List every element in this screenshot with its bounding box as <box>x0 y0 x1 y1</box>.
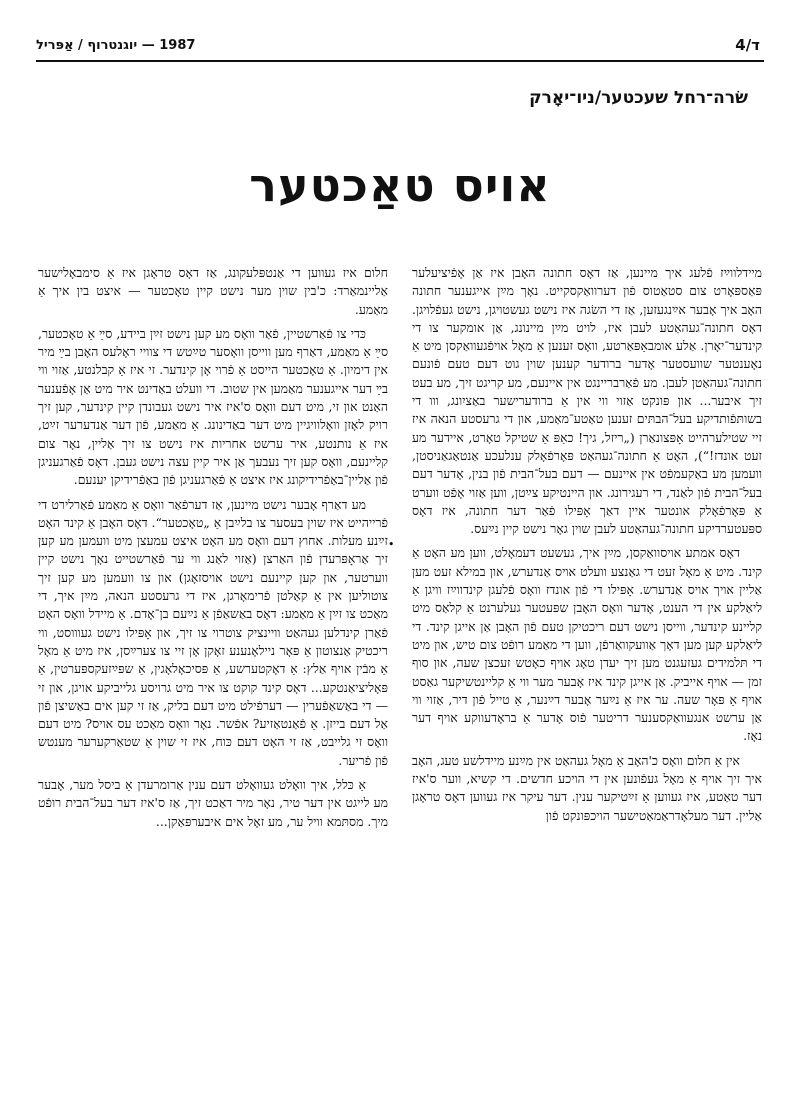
page-number: ד/4 <box>735 36 760 54</box>
paragraph: כּדי צו פֿאַרשטיין, פֿאַר וואָס מע קען נישט זײַן ביידע, סײַ אַ טאָכטער, סײַ אַ מאַמע, דאַרף מען ווייסן וואָסער טײַטש די צוויי ראָלעס האָבן בײַ מיר אין דימיון. אַ טאָכטער הייסט אַ פֿרוי אָן קינדער. זי איז אַ קבלנטע, אַזוי ווי בײַ דער אייגענער מאַמען אין שטוב. די וועלט באַדינט איר מיט אַן אָפֿענער האַנט און זי, מיט דעם וואָס ס'איז איר נישט געבונדן קיין קינדער, קען זיך רויק לאָזן וואָלוויגיין מיט דער באַדינונג. אַ מאַמע, פֿון דער אַנדערער זײַט, איז אַ נותנטע, איר ערשט אחריות איז נישט צו זיך אַליין, נאָר צום קליינעם, וואָס קען זיך נעבעך אַן איר קיין עצה נישט געבן. דאָס פֿאַרגעניגן פֿון אַליין־באַפֿרידיקונג איז איצט אַ פֿאַרגעניגן פֿון באַפֿרידיקן יענעם. <box>38 325 388 488</box>
article-column-left <box>38 264 388 1064</box>
paragraph: דאָס אמתע אויסוואַקסן, מײַן איך, געשעט דעמאָלט, ווען מע האָט אַ קינד. מיט אַ מאָל זעט די גאַנצע וועלט אויס אַנדערש, און במילא זעט מען אַליין אויך אויס אַנדערש. אָפּילו די פֿון אונדז וואָס פֿלעגן קינדווײַז וויגן אַ ליאַלקע אין די הענט, אָדער וואָס האָבן שפּעטער געלערנט אַ קלאַס מיט קליינע קינדער, ווייסן נישט דעם ריכטיקן טעם פֿון האָבן אַן אייגן קינד. די ליאַלקע קען מען דאָך אַוועקוואַרפֿן, ווען די מאַמע רופֿט צום טיש, און מיט די תּלמידים געזעגנט מען זיך יעדן טאָג אויף כאָטש זעכצן שעה, און סוף זמן — אויף אייביק. אַן אייגן קינד איז אָבער מער ווי אַ קליינטשיקער גאַסט אויף אַ פּאָר שעה. ער איז אַ נײַער אָבער דײַנער, אַ טייל פֿון דיר, אַזוי ווי אַן ערשט אנגעוואַקסענער דריטער פֿוס אָדער אַ בראָדעווקע אויף דער נאָז. <box>412 545 762 744</box>
issue-date: 1987 — יוגנטרוף / אַפּריל <box>36 38 196 53</box>
paragraph: אין אַ חלום וואָס כ'האָב אַ מאָל געהאַט אין מײַנע מיידלשע טעג, האָב איך זיך אויף אַ מאָל געפֿונען אין די הויכע חדשים. די קשיא, ווער ס'איז דער טאַטע, איז געווען אַ זײַטיקער ענין. דער עיקר איז געווען דאָס טראָגן אַליין. דער מעלאָדראַמאַטישער הויכפּונקט פֿון <box>412 752 762 823</box>
author-byline: שׂרה־רחל שעכטער/ניו־יאָרק <box>529 88 748 108</box>
article-column-right <box>412 264 762 1064</box>
column-divider-mark: • <box>388 538 395 551</box>
paragraph: חלום איז געווען די אַנטפּלעקונג, אַז דאָס טראָגן איז אַ סימבאָלישער אַליינמאַרד: כ'בין שוין מער נישט קיין טאָכטער — איצט בין איך אַ מאַמע. <box>38 265 388 317</box>
header-rule <box>36 60 764 62</box>
paragraph: מיידלווײַז פֿלעג איך מיינען, אַז דאָס חתונה האָבן איז אַן אָפֿיציעלער פּאַספּאָרט צום סטאַטוס פֿון דערוואַקסקייט. נאָך מײַן אייגענער חתונה האָב איך אָבער אײַנגעזען, אַז די השׂגה איז נישט געשטויגן, נישט געפֿלויגן. דאָס חתונה־געהאַטע לעבן איז, לויט מײַן מיינונג, אַן אומקער צו די קינדער־יאָרן. אַלע אומבאַפּאַרטע, וואָס זענען אַ מאָל אויפֿגעוואַקסן מיט אַ נאָענטער שוועסטער אָדער ברודער קענען שוין גוט דעם טעם פֿונעם חתונה־געהאַטן לעבן. מע פֿאַרבריינגט אין איינעם, מע קריגט זיך, מע בעט זיך איבער... און פּונקט אַזוי ווי אין אַ ברודערישער באַציִונג, ווו די בשותּפֿותדיקע בעל־הבתּים זענען טאַטע־מאַמע, און די גרעסטע הנאה איז זיי שטילערהייט אָפּצונאַרן („ריזל, גיך! כאַפּ אַ שטיקל טאָרט, איידער מע זעט אונדז!“), האָט אַ חתונה־געהאַט פּאָרפֿאָלק ענלעכע אַנטאַגאַניסטן, וועמען מע באַקעמפֿט אין איינעם — דעם בעל־הבית פֿון בנין, אָדער דעם בעל־הבית פֿון לאַנד, די רעגירונג. און היינטיקע צײַטן, ווען אַזוי אָפֿט ווערט אַ פּאָרפֿאָלק אונטער איין דאַך אָפּילו פֿאַר דער חתונה, איז דאָס ספּעטערדיקע חתונה־געהאַטע לעבן שוין גאָר נישט קיין נײַעס. <box>412 265 762 537</box>
paragraph: מע דאַרף אָבער נישט מיינען, אַז דערפֿאַר וואָס אַ מאַמע פֿאַרלירט די פֿרייהייט איז שוין בעסער צו בלײַבן אַ „טאָכטער“. דאָס האָבן אַ קינד האָט זײַנע מעלות. אחוץ דעם וואָס מע האָט איצט עמעצן מיט וועמען מע קען זיך אַראָפּרעדן פֿון האַרצן (אַזוי לאַנג ווי ער פֿאַרשטייט נאָך נישט קיין ווערטער, און קען קיינעם נישט אויסזאָגן) און צו וועמען מע קען זיך צוטוליען אין אַ קאַלטן פֿרימאָרגן, איז די גרעסטע הנאה, מײַן איך, די מאַכט צו זײַן אַ מאַמע: דאָס באַשאַפֿן אַ נײַעם בן־אָדם. אַ מיידל וואָס האָט פֿאַרן קינדלען געהאַט וויינציק צוטרוי צו זיך, און אָפּילו נישט געוווסט, ווי ריכטיק אַנצוטון אַ פּאָר ניילאָנענע זאָקן אָן זיי צו צערײַסן, איז מיט אַ מאָל אַ מבֿין אויף אַלץ: אַ דאָקטערשע, אַ פּסיכאָלאָגין, אַ שפּײַזעקספּערטין, אַ פּאָליציאַנטקע... דאָס קינד קוקט צו איר מיט גרויסע גלייביקע אויגן, און זי — די באַשאַפֿערין — דערפֿילט מיט דעם בליק, אַז זי קען אים באַשיצן פֿון אַל דעם בייזן. אַ פֿאַנטאַזיע? אפֿשר. נאָר וואָס מאַכט עס אויס? מיט דעם וואָס זי גלייבט, אַז זי האָט דעם כּוח, איז זי שוין אַ שטאַרקערער מענטש פֿון פֿריער. <box>38 496 388 768</box>
paragraph: אַ כּלל, איך וואָלט געוואָלט דעם ענין אַרומרעדן אַ ביסל מער, אָבער מע לייגט אין דער טיר, נאָר מיר דאַכט זיך, אַז ס'איז דער בעל־הבית רופֿט מיך. מסתּמא וויל ער, מע זאָל אים איבערפּאַקן... <box>38 777 388 829</box>
article-title: אויס טאַכטער <box>249 158 551 212</box>
